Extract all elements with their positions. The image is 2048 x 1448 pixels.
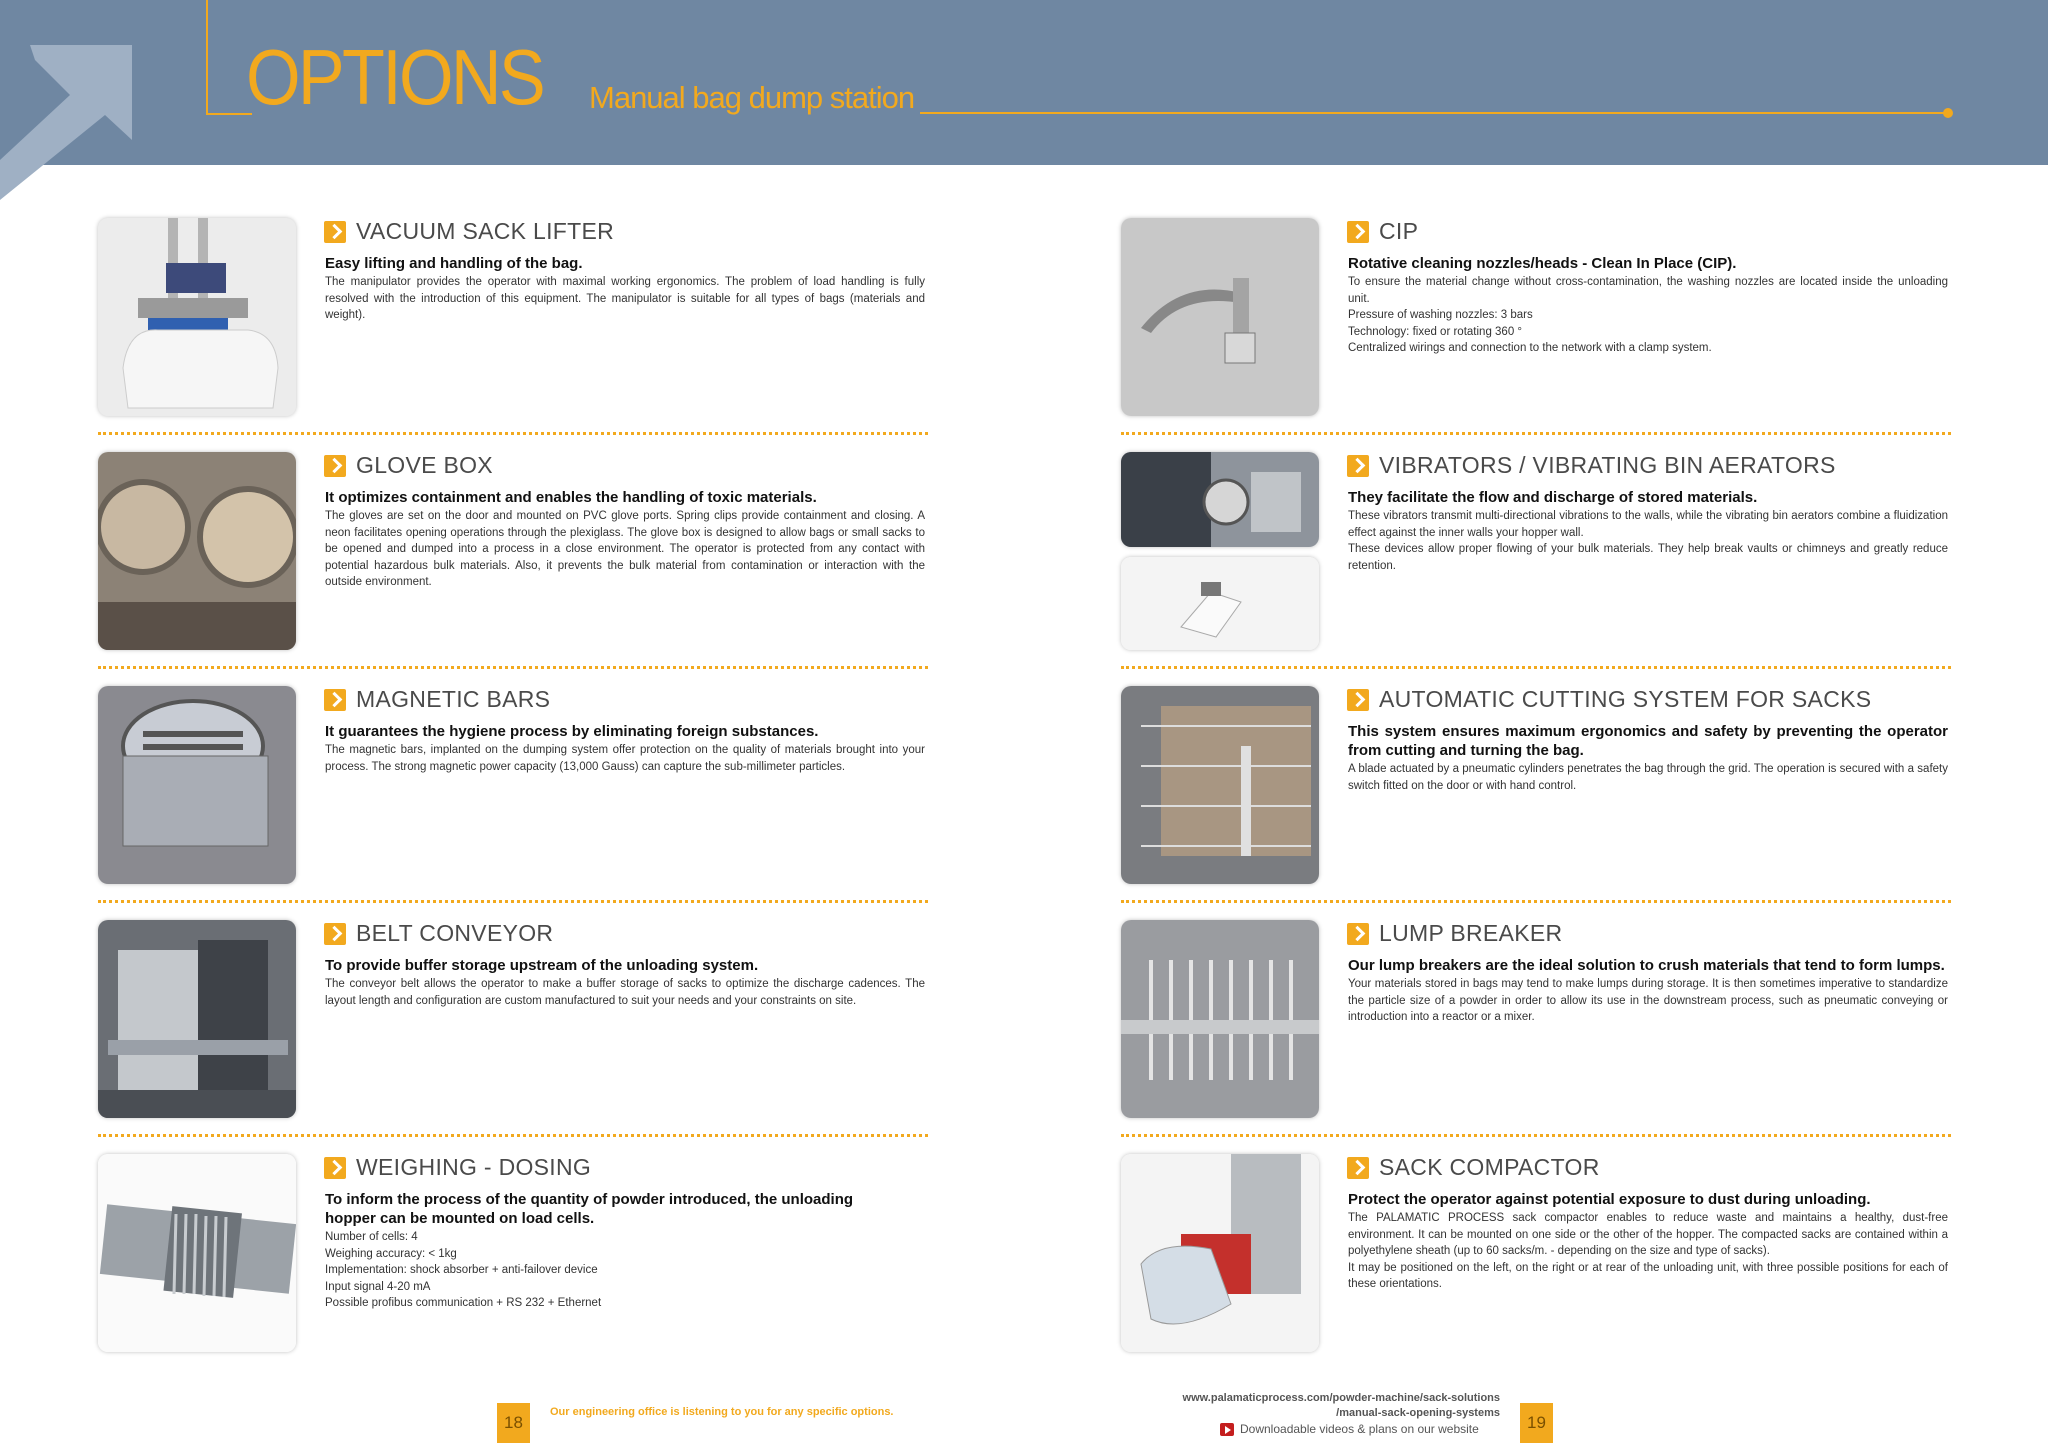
lump-breaker-photo — [1121, 920, 1319, 1118]
magnetic-bars-photo — [98, 686, 296, 884]
header-rule-right — [920, 112, 1948, 114]
section-body-weighing-dosing: To inform the process of the quantity of powder introduced, the unloading hopper can be mounted on load cells. Number of cells: 4 Weighing accuracy: < 1kg Implementation: shock absorber + anti-failover device Input signal 4-20 mA Possible profibus communication + RS 232 + Ethernet — [325, 1191, 854, 1309]
footer-tagline: Our engineering office is listening to you for any specific options. — [550, 1406, 894, 1418]
header-vertical-rule — [206, 0, 208, 115]
chevron-right-icon — [1347, 455, 1369, 477]
chevron-right-icon — [1347, 689, 1369, 711]
section-title-vacuum-sack-lifter: VACUUM SACK LIFTER — [324, 218, 614, 245]
automatic-cutting-photo — [1121, 686, 1319, 884]
section-title-weighing-dosing: WEIGHING - DOSING — [324, 1154, 591, 1181]
section-title-automatic-cutting: AUTOMATIC CUTTING SYSTEM FOR SACKS — [1347, 686, 1871, 713]
footer-url[interactable]: www.palamaticprocess.com/powder-machine/sack-solutions /manual-sack-opening-systems — [1182, 1392, 1500, 1419]
section-body-sack-compactor: Protect the operator against potential exposure to dust during unloading. The PALAMATIC PROCESS sack compactor enables to reduce waste and maintains a healthy, dust-free environment. It can be mounted on one side or the other of the hopper. The compacted sacks are contained within a polyethylene sheath (up to 60 sacks/m. - depending on the size and type of sacks). It may be positioned on the left, on the right or at rear of the unloading unit, with three possible positions for each of these orientations. — [1348, 1191, 1948, 1290]
separator — [1121, 432, 1951, 435]
belt-conveyor-photo — [98, 920, 296, 1118]
section-body-vibrators: They facilitate the flow and discharge of stored materials. These vibrators transmit multi-directional vibrations to the walls, while the vibrating bin aerators combine a fluidization effect against the inner walls your hopper wall. These devices allow proper flowing of your bulk materials. They help break vaults or chimneys and greatly reduce retention. — [1348, 489, 1948, 572]
section-title-lump-breaker: LUMP BREAKER — [1347, 920, 1562, 947]
separator — [98, 666, 928, 669]
chevron-right-icon — [1347, 1157, 1369, 1179]
section-body-glove-box: It optimizes containment and enables the handling of toxic materials. The gloves are set on the door and mounted on PVC glove ports. Spring clips provide containment and closing. A neon facilitates opening operations through the plexiglass. The glove box is designed to allow bags or small sacks to be opened and dumped into a process in a close environment. The operator is protected from any contact with potential hazardous bulk materials. Also, it prevents the bulk material from contamination or interaction with the outside environment. — [325, 489, 925, 588]
vibrator-photo — [1121, 452, 1319, 547]
section-title-sack-compactor: SACK COMPACTOR — [1347, 1154, 1600, 1181]
section-body-automatic-cutting: This system ensures maximum ergonomics and safety by preventing the operator from cutting and turning the bag. A blade actuated by a pneumatic cylinders penetrates the bag through the grid. The operation is secured with a safety switch fitted on the door or with hand control. — [1348, 723, 1948, 792]
youtube-icon — [1220, 1423, 1234, 1436]
chevron-right-icon — [324, 923, 346, 945]
page-number-right: 19 — [1520, 1403, 1553, 1443]
section-title-cip: CIP — [1347, 218, 1418, 245]
section-title-magnetic-bars: MAGNETIC BARS — [324, 686, 550, 713]
separator — [98, 900, 928, 903]
separator — [98, 432, 928, 435]
section-body-cip: Rotative cleaning nozzles/heads - Clean In Place (CIP). To ensure the material change without cross-contamination, the washing nozzles are located inside the unloading unit. Pressure of washing nozzles: 3 bars Technology: fixed or rotating 360 ° Centralized wirings and connection to the network with a clamp system. — [1348, 255, 1948, 354]
vacuum-sack-lifter-photo — [98, 218, 296, 416]
section-body-lump-breaker: Our lump breakers are the ideal solution to crush materials that tend to form lumps. Your materials stored in bags may tend to make lumps during storage. It is then sometimes imperative to standardize the particle size of a powder in order to allow its use in the downstream process, such as pneumatic conveying or introduction into a reactor or a mixer. — [1348, 957, 1948, 1023]
section-body-belt-conveyor: To provide buffer storage upstream of the unloading system. The conveyor belt allows the operator to make a buffer storage of sacks to optimize the discharge cadences. The layout length and configuration are custom manufactured to suit your needs and your constraints on site. — [325, 957, 925, 1007]
section-body-magnetic-bars: It guarantees the hygiene process by eliminating foreign substances. The magnetic bars, implanted on the dumping system offer protection on the quality of materials brought into your process. The strong magnetic power capacity (13,000 Gauss) can capture the sub-millimeter particles. — [325, 723, 925, 773]
downloads-link[interactable]: Downloadable videos & plans on our website — [1220, 1422, 1479, 1436]
bin-aerator-photo — [1121, 557, 1319, 650]
sack-compactor-photo — [1121, 1154, 1319, 1352]
chevron-right-icon — [324, 221, 346, 243]
separator — [98, 1134, 928, 1137]
glove-box-photo — [98, 452, 296, 650]
section-title-belt-conveyor: BELT CONVEYOR — [324, 920, 553, 947]
chevron-right-icon — [1347, 221, 1369, 243]
page-subtitle: Manual bag dump station — [589, 80, 915, 115]
separator — [1121, 666, 1951, 669]
arrow-logo-icon — [0, 40, 140, 200]
header-rule-dot — [1943, 108, 1953, 118]
section-body-vacuum-sack-lifter: Easy lifting and handling of the bag. The manipulator provides the operator with maximal working ergonomics. The problem of load handling is fully resolved with the introduction of this equipment. The manipulator is suitable for all types of bags (materials and weight). — [325, 255, 925, 321]
page-number-left: 18 — [497, 1403, 530, 1443]
separator — [1121, 1134, 1951, 1137]
separator — [1121, 900, 1951, 903]
chevron-right-icon — [1347, 923, 1369, 945]
load-cell-photo — [98, 1154, 296, 1352]
chevron-right-icon — [324, 1157, 346, 1179]
chevron-right-icon — [324, 689, 346, 711]
section-title-glove-box: GLOVE BOX — [324, 452, 493, 479]
cip-nozzle-photo — [1121, 218, 1319, 416]
chevron-right-icon — [324, 455, 346, 477]
section-title-vibrators: VIBRATORS / VIBRATING BIN AERATORS — [1347, 452, 1836, 479]
page-title: OPTIONS — [246, 33, 544, 121]
